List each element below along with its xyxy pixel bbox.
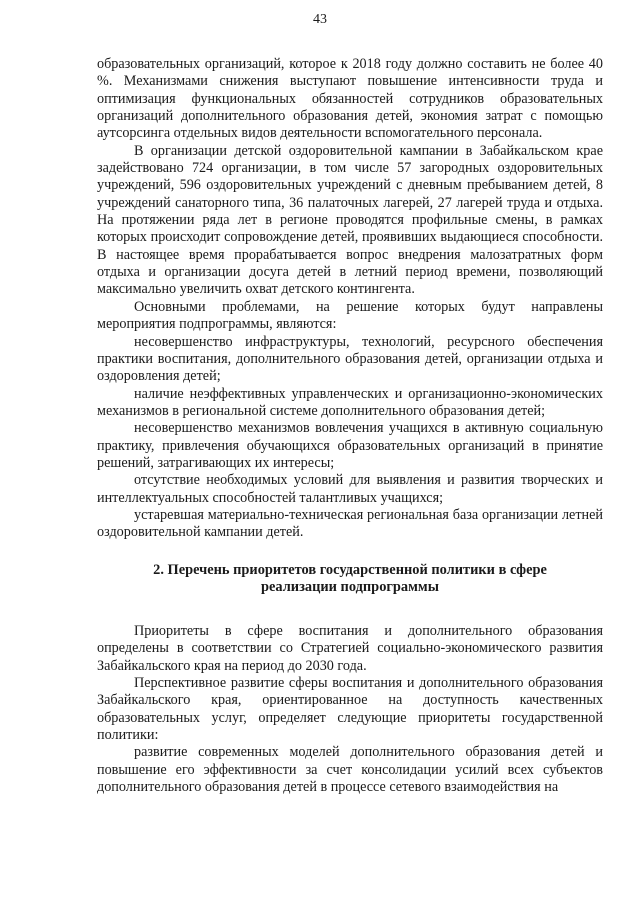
list-item: несовершенство инфраструктуры, технологий, ресурсного обеспечения практики воспитания, дополнительного образования детей, организации отдыха и оздоровления детей;: [97, 333, 603, 385]
list-item: отсутствие необходимых условий для выявления и развития творческих и интеллектуальных способностей талантливых учащихся;: [97, 472, 603, 506]
paragraph: В организации детской оздоровительной кампании в Забайкальском крае задействовано 724 организации, в том числе 57 загородных оздоровительных учреждений, 596 оздоровительных учреждений с дневным пребыванием детей, 8 учреждений санаторного типа, 36 палаточных лагерей, 27 лагерей труда и отдыха. На протяжении ряда лет в регионе проводятся профильные смены, в рамках которых происходит сопровождение детей, проявивших выдающиеся способности. В настоящее время прорабатывается вопрос внедрения малозатратных форм отдыха и организации досуга детей в летний период времени, позволяющий максимально увеличить охват детского контингента.: [97, 142, 603, 298]
section-heading: [97, 562, 603, 597]
paragraph: Приоритеты в сфере воспитания и дополнительного образования определены в соответствии со Стратегией социально-экономического развития Забайкальского края на период до 2030 года.: [97, 622, 603, 674]
section-heading-line: 2. Перечень приоритетов государственной политики в сфере: [153, 561, 547, 578]
page-number: 43: [313, 12, 327, 27]
document-body: [97, 56, 603, 796]
list-item: развитие современных моделей дополнительного образования детей и повышение его эффективности за счет консолидации усилий всех субъектов дополнительного образования детей в процессе сетевого взаимодействия на: [97, 744, 603, 795]
paragraph: Перспективное развитие сферы воспитания и дополнительного образования Забайкальского края, ориентированное на доступность качественных образовательных услуг, определяет следующие приоритеты государственной политики:: [97, 674, 603, 743]
list-item: наличие неэффективных управленческих и организационно-экономических механизмов в региональной системе дополнительного образования детей;: [97, 385, 603, 419]
section-heading-line: реализации подпрограммы: [261, 579, 439, 596]
paragraph: образовательных организаций, которое к 2018 году должно составить не более 40 %. Механизмами снижения выступают повышение интенсивности труда и оптимизация функциональных обязанностей сотрудников образовательных организаций дополнительного образования детей, экономия затрат с помощью аутсорсинга отдельных видов деятельности вспомогательного персонала.: [97, 56, 603, 142]
list-item: несовершенство механизмов вовлечения учащихся в активную социальную практику, привлечения обучающихся образовательных организаций в принятие решений, затрагивающих их интересы;: [97, 420, 603, 471]
paragraph: Основными проблемами, на решение которых будут направлены мероприятия подпрограммы, являются:: [97, 298, 603, 333]
list-item: устаревшая материально-техническая региональная база организации летней оздоровительной кампании детей.: [97, 506, 603, 541]
